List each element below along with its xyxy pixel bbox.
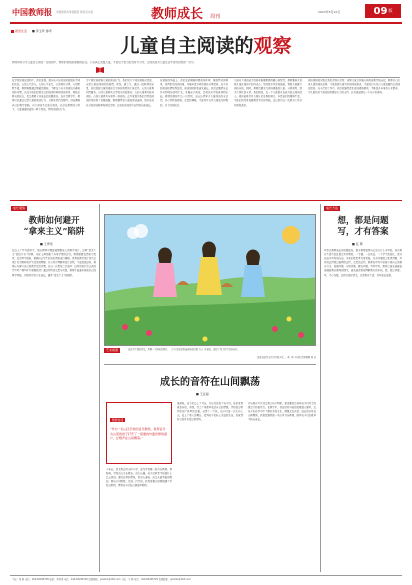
page-unit: 版 (388, 8, 393, 13)
bottom-col-1: 十年前，我来到这所山区小学，成为学校唯一的音乐教师。那时候，学校没有音乐教室，没有乐器，孩子们甚至不知道什么是五线谱。面对这样的情况，我没有退缩，而是从最基础的教起，教孩子们唱歌、识谱、打节拍。我利用课余时间组建了学校合唱团，带领孩子们在山间放声歌唱。 (106, 468, 172, 488)
feature-col-2: 为了更好地观察儿童的阅读行为，我们设计了阅读观察记录表，记录儿童在阅读时的表情、动作、语言等。通过一段时间的记录，我们发现儿童的阅读行为存在明显的个体差异。有的儿童喜欢图画书，有的儿童喜欢文字较多的故事书；有的儿童喜欢独自阅读，有的儿童喜欢与同伴一起阅读。这些发现为我们后续的阅读指导提供了重要依据。教师要尊重儿童的阅读选择，给予他们充分的阅读时间和阅读空间，让他们在阅读中获得快乐和成长。 (86, 79, 154, 107)
artwork-caption: 以花为主题的作品，用画一个阳光的春日，三个小女孩提着装满鲜花的篮子在户外游玩，表达了对美好生活的向往。 (128, 348, 240, 351)
bottom-col-2: 渐渐地，孩子们爱上了音乐，音乐也改变了孩子们。他们变得更加自信、开朗，学会了用歌声表达自己的情感。学校的合唱团参加了县里的比赛，获得了一等奖，孩子们第一次走出大山，站上了更大的舞台。看到孩子们脸上洋溢的笑容，我觉得所有的付出都是值得的。 (177, 402, 243, 422)
left-article-headline (12, 216, 96, 238)
right-article-body: 写作是教师成长的重要途径。很多教师觉得自己没有什么可写的，其实教育生活中处处都是写作素材。一节课、一次谈话、一个学生的变化，都可以成为写作的内容。当我们把思考付诸笔端，许多问题就会变得清晰。写作的过程就是梳理的过程、反思的过程。教师在写作中重新审视自己的教育行为，发现问题、分析问题、解决问题。坚持写作，教师会越来越敏锐地捕捉教育现场的细节，越来越深刻地理解教育的本质。想，都是问题；写，才有答案。让我们拿起笔来，记录教育生活，书写成长故事。 (324, 249, 402, 277)
right-article-byline: ■ 张 辉 (352, 242, 363, 246)
left-headline-line-1: 教师如何避开 (28, 216, 80, 226)
right-headline-line-1: 想，都是问题 (337, 216, 389, 226)
masthead (0, 0, 412, 22)
left-article-body: 在以上了学习活动中，很多教师习惯直接照搬他人的教学设计，这种“拿来主义”看似节省了时间，实际上却忽略了自身学情的差异。教师需要在借鉴中思考，在思考中创新，根据自己学生的实际情况进行调整。优秀的教学设计背后是设计者对教材和学生的深刻理解，只有真正理解其设计意图，才能灵活运用。教师应当建立自己的教学反思习惯，在每一次借鉴之后追问：这样的设计适合我的学生吗？哪些环节需要改进？通过持续的反思与实践，教师才能逐步形成自己的教学风格，实现真正的专业成长，避开“拿来主义”的陷阱。 (12, 249, 96, 277)
bottom-article-byline: ■ 王亚丽 (196, 392, 209, 396)
bottom-col-3: 音乐教育不仅仅是教会孩子唱歌，更重要的是培养孩子们对美的感受力和创造力。在教学中，我尝试将当地的民歌融入课堂，让孩子们在学习中了解家乡的文化，增强文化自信。成长的音符在山间飘荡，我愿意继续做一名山区音乐教师，陪伴孩子们在歌声中快乐成长。 (248, 402, 316, 422)
feature-headline (10, 34, 402, 58)
section-title-sub: 周刊 (210, 14, 221, 20)
right-article-headline (324, 216, 402, 238)
pull-quote-text: “作为一名山区学校的音乐教师，我用音乐为山里的孩子打开了一扇通向外面世界的窗户，让歌声在山间飘荡。” (110, 427, 168, 441)
page-number-badge (365, 4, 401, 18)
feature-col-1: 在学校的阅读活动中，我们发现，很多孩子在阅读时表现出不同的状态：有的专注投入，有的心不在焉，有的喜欢分享，有的默默不语。教师需要通过细致的观察，了解每个孩子的阅读兴趣和阅读习惯，从而为他们提供适合的阅读材料和阅读指导。观察是教育的起点，也是教师专业成长的重要途径。在日常教学中，教师可以通过记录儿童的阅读行为，分析其背后的原因，进而调整自己的教学策略。自主阅读不是放任阅读，而是在教师的引导下，儿童逐渐形成的一种主动的、持续的阅读行为。 (12, 79, 80, 111)
child-artwork (104, 214, 316, 346)
feature-tag-label: 视觉生活 (15, 29, 28, 33)
section-title (151, 3, 220, 22)
newspaper-slogan: 中国教育改革领跑者 教育家办报 (56, 11, 94, 14)
issue-date: 2023年5月10日 (318, 10, 341, 14)
left-article-byline: ■ 王秀英 (40, 242, 53, 246)
footer-rule (10, 575, 402, 576)
artwork-credit: 湖北省武汉市江岸区某小学二（2）班 李可欣 指导教师 刘 芳 (257, 356, 316, 359)
feature-headline-b: 观察 (253, 35, 292, 57)
feature-bottom-rule (10, 200, 402, 201)
section-title-main: 教师成长 (151, 7, 204, 22)
right-article-tag: 成长方法 (326, 206, 339, 210)
masthead-rule (10, 22, 402, 24)
feature-lede: 教师如何引导儿童自主阅读？在阅读中，教师的观察是重要的起点。只有真正读懂儿童，才能给予恰当的支持与引导，让阅读成为儿童生活中自然而然的一部分。 (12, 61, 197, 64)
feature-col-3: 在观察的基础上，我们尝试调整班级阅读环境：增加图书的种类，设置舒适的阅读角，开展丰富多样的阅读分享活动。孩子们的阅读热情明显提高，阅读的时间也越来越长。我们还邀请家长参与到阅读活动中来，开展亲子阅读，让阅读从学校延伸到家庭。教师的观察不是一次性的，而应该贯穿于儿童阅读的全过程。只有持续地观察、反思和调整，才能真正支持儿童成为积极的、自主的阅读者。 (160, 79, 228, 107)
feature-col-4: 儿童自主阅读能力的培养需要教师的耐心和智慧。教师要善于发现儿童在阅读中的闪光点，及时给予肯定和鼓励，帮助儿童建立阅读自信。同时，教师也要关注阅读困难的儿童，分析原因，给予个别化的支持。我们相信，每一个儿童都可以成为热爱阅读的人。阅读能够打开儿童认识世界的窗口，丰富他们的精神生活，为他们的终身发展奠定坚实的基础。这是我们每一位教育工作者共同的追求。 (234, 79, 302, 107)
left-column-divider (99, 204, 100, 572)
page-number: 09 (373, 5, 388, 17)
artwork-tag: 艺术视窗 (106, 348, 119, 352)
pull-quote-tag: 教师自述 (112, 418, 124, 422)
feature-headline-a: 儿童自主阅读的 (120, 35, 254, 57)
footer-info: 主编：郑 莉 电话：010-82296738 编辑：刘亚雯 电话：010-82296726 投稿邮箱：jsczzkx@163.com 美编：王 晓 电话：010-82296729 投稿邮箱：jsczzkx@163.com (12, 578, 191, 581)
feature-byline: ■ 李玉环 参考 (32, 29, 52, 33)
feature-col-5: 阅读观察的实践让我们深刻认识到：读懂儿童是开展有效阅读教学的前提。教师只有走进儿童的阅读世界，才能发现儿童真实的阅读需求，才能设计出符合儿童发展特点的阅读活动。在今后的工作中，我们将继续深化阅读观察研究，不断提升自身的专业素养，为儿童的自主阅读提供更加有力的支持，让书香浸润每一个孩子的童年。 (308, 79, 400, 95)
artwork-bottom-rule (104, 364, 316, 365)
pull-quote-box (106, 402, 172, 464)
newspaper-logo: 中国教师报 (12, 7, 52, 17)
right-headline-line-2: 写，才有答案 (337, 227, 389, 237)
left-headline-line-2: “拿来主义”陷阱 (23, 227, 85, 237)
feature-tag (11, 29, 27, 33)
bottom-article-headline: 成长的音符在山间飘荡 (160, 377, 260, 388)
right-column-divider (320, 204, 321, 572)
left-article-tag: 成长观察 (13, 206, 26, 210)
